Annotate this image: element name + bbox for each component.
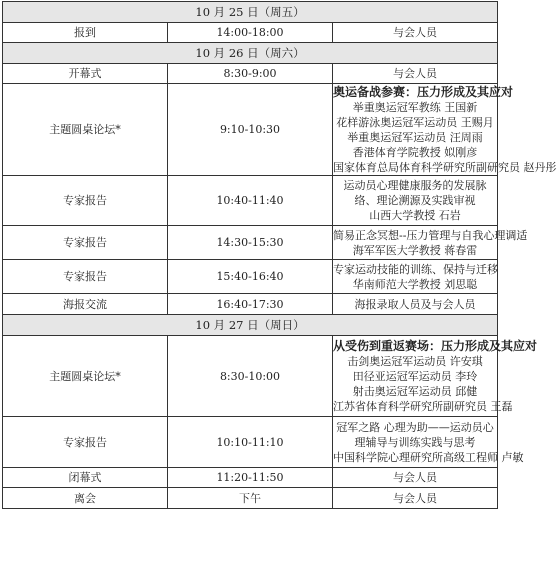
session-content <box>333 468 498 488</box>
session-content-line: 简易正念冥想--压力管理与自我心理调适 <box>333 228 528 242</box>
session-row <box>3 468 498 488</box>
session-content <box>333 488 498 509</box>
session-row <box>3 417 498 468</box>
session-time: 16:40-17:30 <box>168 294 333 315</box>
session-row <box>3 176 498 226</box>
day-header-row <box>3 315 498 336</box>
session-content <box>333 260 498 294</box>
session-content <box>333 23 498 43</box>
session-row <box>3 336 498 417</box>
session-content <box>333 336 538 417</box>
session-type: 专家报告 <box>3 226 168 260</box>
session-row <box>3 226 498 260</box>
session-content-line: 运动员心理健康服务的发展脉络、理论溯源及实践审视 <box>343 179 487 207</box>
session-row <box>3 64 498 84</box>
session-content-line: 香港体育学院教授 姒刚彦 <box>352 145 478 159</box>
schedule-table <box>2 1 557 509</box>
session-content <box>333 64 498 84</box>
session-content-line: 举重奥运冠军教练 王国新 <box>352 100 478 114</box>
day-label: 10 月 27 日（周日） <box>3 315 498 336</box>
session-type: 专家报告 <box>3 260 168 294</box>
session-time: 10:10-11:10 <box>168 417 333 468</box>
session-row <box>3 260 498 294</box>
session-type: 报到 <box>3 23 168 43</box>
session-content-line: 中国科学院心理研究所高级工程师 卢敏 <box>333 450 524 464</box>
session-content-line: 举重奥运冠军运动员 汪周雨 <box>347 130 483 144</box>
session-time: 10:40-11:40 <box>168 176 333 226</box>
session-row <box>3 23 498 43</box>
session-content-line: 射击奥运冠军运动员 邱健 <box>352 384 478 398</box>
day-label: 10 月 25 日（周五） <box>3 2 498 23</box>
session-time: 14:30-15:30 <box>168 226 333 260</box>
session-content-line: 国家体育总局体育科学研究所副研究员 赵丹彤 <box>333 160 557 174</box>
session-row <box>3 294 498 315</box>
session-type: 专家报告 <box>3 417 168 468</box>
session-type: 主题圆桌论坛* <box>3 336 168 417</box>
session-content-line: 山西大学教授 石岩 <box>369 209 461 222</box>
session-type: 专家报告 <box>3 176 168 226</box>
session-content <box>333 84 557 176</box>
session-content <box>333 417 524 468</box>
session-topic-title: 奥运备战参赛：压力形成及其应对 <box>333 84 514 99</box>
session-time: 14:00-18:00 <box>168 23 333 43</box>
session-content-line: 与会人员 <box>393 491 437 505</box>
session-content-line: 田径亚运冠军运动员 李玲 <box>352 369 478 383</box>
session-content <box>333 226 528 260</box>
session-content-line: 华南师范大学教授 刘思聪 <box>352 277 478 291</box>
session-content-line: 与会人员 <box>393 67 437 80</box>
session-content-line: 击剑奥运冠军运动员 许安琪 <box>347 354 483 368</box>
session-content-line: 与会人员 <box>393 471 437 484</box>
session-content-line: 冠军之路 心理为助——运动员心理辅导与训练实践与思考 <box>336 420 494 449</box>
session-content <box>333 176 498 226</box>
session-type: 海报交流 <box>3 294 168 315</box>
session-type: 主题圆桌论坛* <box>3 84 168 176</box>
session-time: 9:10-10:30 <box>168 84 333 176</box>
session-time: 8:30-10:00 <box>168 336 333 417</box>
session-content-line: 江苏省体育科学研究所副研究员 王磊 <box>333 399 513 413</box>
session-content-line: 与会人员 <box>393 26 437 39</box>
day-header-row <box>3 43 498 64</box>
session-content-line: 海军军医大学教授 蒋春雷 <box>352 243 478 257</box>
session-type: 开幕式 <box>3 64 168 84</box>
session-content <box>333 294 498 315</box>
schedule-body <box>3 2 557 509</box>
session-time: 15:40-16:40 <box>168 260 333 294</box>
day-label: 10 月 26 日（周六） <box>3 43 498 64</box>
session-content-line: 花样游泳奥运冠军运动员 王赐月 <box>336 115 494 129</box>
session-row <box>3 488 498 509</box>
session-type: 闭幕式 <box>3 468 168 488</box>
session-content-line: 海报录取人员及与会人员 <box>354 297 476 311</box>
session-content-line: 专家运动技能的训练、保持与迁移 <box>333 262 498 276</box>
session-time: 8:30-9:00 <box>168 64 333 84</box>
day-header-row <box>3 2 498 23</box>
session-type: 离会 <box>3 488 168 509</box>
session-time: 11:20-11:50 <box>168 468 333 488</box>
session-row <box>3 84 498 176</box>
session-topic-title: 从受伤到重返赛场：压力形成及其应对 <box>333 338 538 353</box>
session-time: 下午 <box>168 488 333 509</box>
